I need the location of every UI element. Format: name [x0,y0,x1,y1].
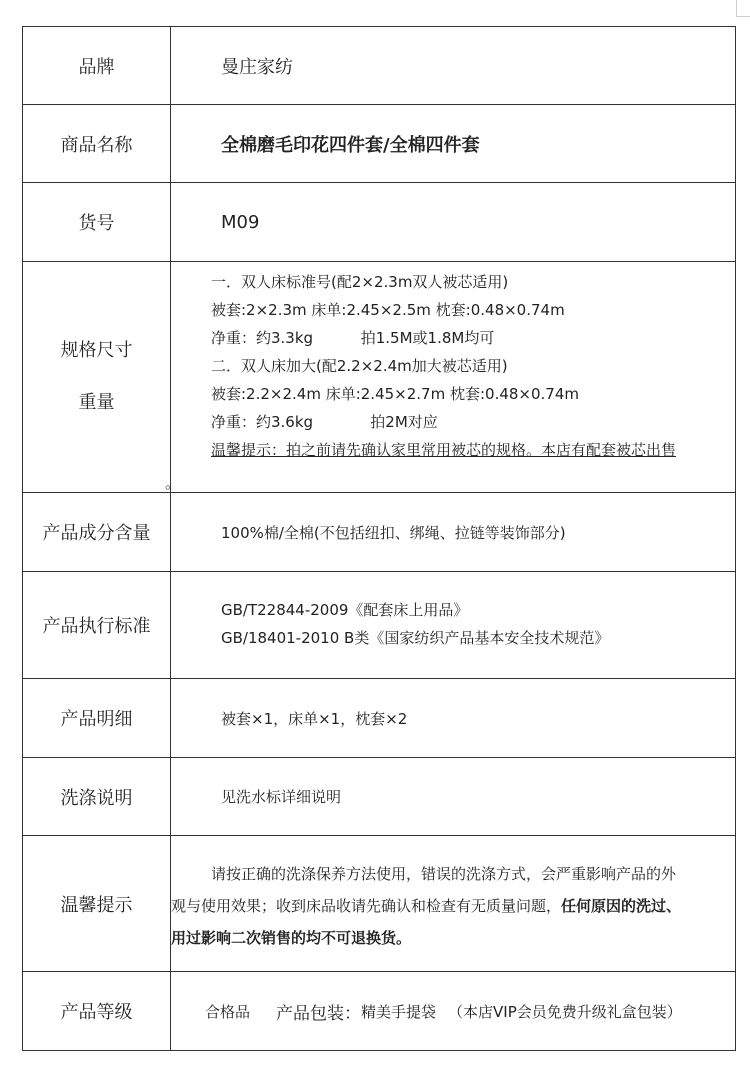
brand-value: 曼庄家纺 [221,56,293,78]
grade-value [171,972,735,1050]
table-row-product-name [23,105,735,183]
notice-value [171,836,735,971]
table-row-detail [23,679,735,758]
spec-label-line1: 规格尺寸 [60,340,133,361]
notice-line2-bold: 任何原因的洗过、 [561,897,682,915]
package-note: （本店VIP会员免费升级礼盒包装） [448,1002,682,1021]
material-value: 100%棉/全棉(不包括纽扣、绑绳、拉链等装饰部分) [221,523,566,542]
wash-label: 洗涤说明 [23,758,171,835]
product-spec-table [22,26,736,1051]
detail-label: 产品明细 [23,679,171,757]
table-row-sku [23,183,735,262]
notice-line3-bold: 用过影响二次销售的均不可退换货。 [171,929,412,947]
table-row-brand [23,27,735,105]
spec-label-line2: 重量 [78,392,115,413]
standard-value [171,572,735,678]
spec-line: 一．双人床标准号(配2×2.3m双人被芯适用) [211,273,509,291]
product-name-value: 全棉磨毛印花四件套/全棉四件套 [221,134,480,156]
spec-line: 二．双人床加大(配2.2×2.4m加大被芯适用) [211,357,508,375]
standard-label: 产品执行标准 [23,572,171,678]
spec-tip: 温馨提示：拍之前请先确认家里常用被芯的规格。本店有配套被芯出售 [211,441,677,459]
spec-line: 净重：约3.6kg 拍2M对应 [211,413,438,431]
spec-tip-tail: 。 [165,474,181,492]
standard-line: GB/18401-2010 B类《国家纺织产品基本安全技术规范》 [221,629,610,647]
table-row-grade [23,972,735,1050]
table-row-standard [23,572,735,679]
standard-line: GB/T22844-2009《配套床上用品》 [221,601,469,619]
sku-label: 货号 [23,183,171,261]
table-row-notice [23,836,735,972]
spec-line: 被套:2×2.3m 床单:2.45×2.5m 枕套:0.48×0.74m [211,301,565,319]
spec-line: 被套:2.2×2.4m 床单:2.45×2.7m 枕套:0.48×0.74m [211,385,579,403]
product-name-label: 商品名称 [23,105,171,182]
wash-value: 见洗水标详细说明 [221,788,342,806]
notice-line2 [171,890,727,922]
detail-value: 被套×1，床单×1，枕套×2 [221,709,408,728]
page-corner-mark [736,0,750,17]
table-row-spec [23,262,735,493]
notice-label: 温馨提示 [23,836,171,971]
grade-label: 产品等级 [23,972,171,1050]
package-value: 精美手提袋 [361,1002,437,1021]
package-label: 产品包装： [276,1003,362,1024]
sku-value: M09 [221,211,260,233]
spec-line: 净重：约3.3kg 拍1.5M或1.8M均可 [211,329,495,347]
table-row-material [23,493,735,572]
material-label: 产品成分含量 [23,493,171,571]
spec-value [165,262,735,492]
table-row-wash [23,758,735,836]
brand-label: 品牌 [23,27,171,104]
grade-text: 合格品 [205,1002,251,1021]
spec-label [23,262,171,492]
notice-line2-normal: 观与使用效果；收到床品收请先确认和检查有无质量问题， [171,897,562,915]
notice-line1: 请按正确的洗涤保养方法使用，错误的洗涤方式，会严重影响产品的外 [211,865,677,883]
